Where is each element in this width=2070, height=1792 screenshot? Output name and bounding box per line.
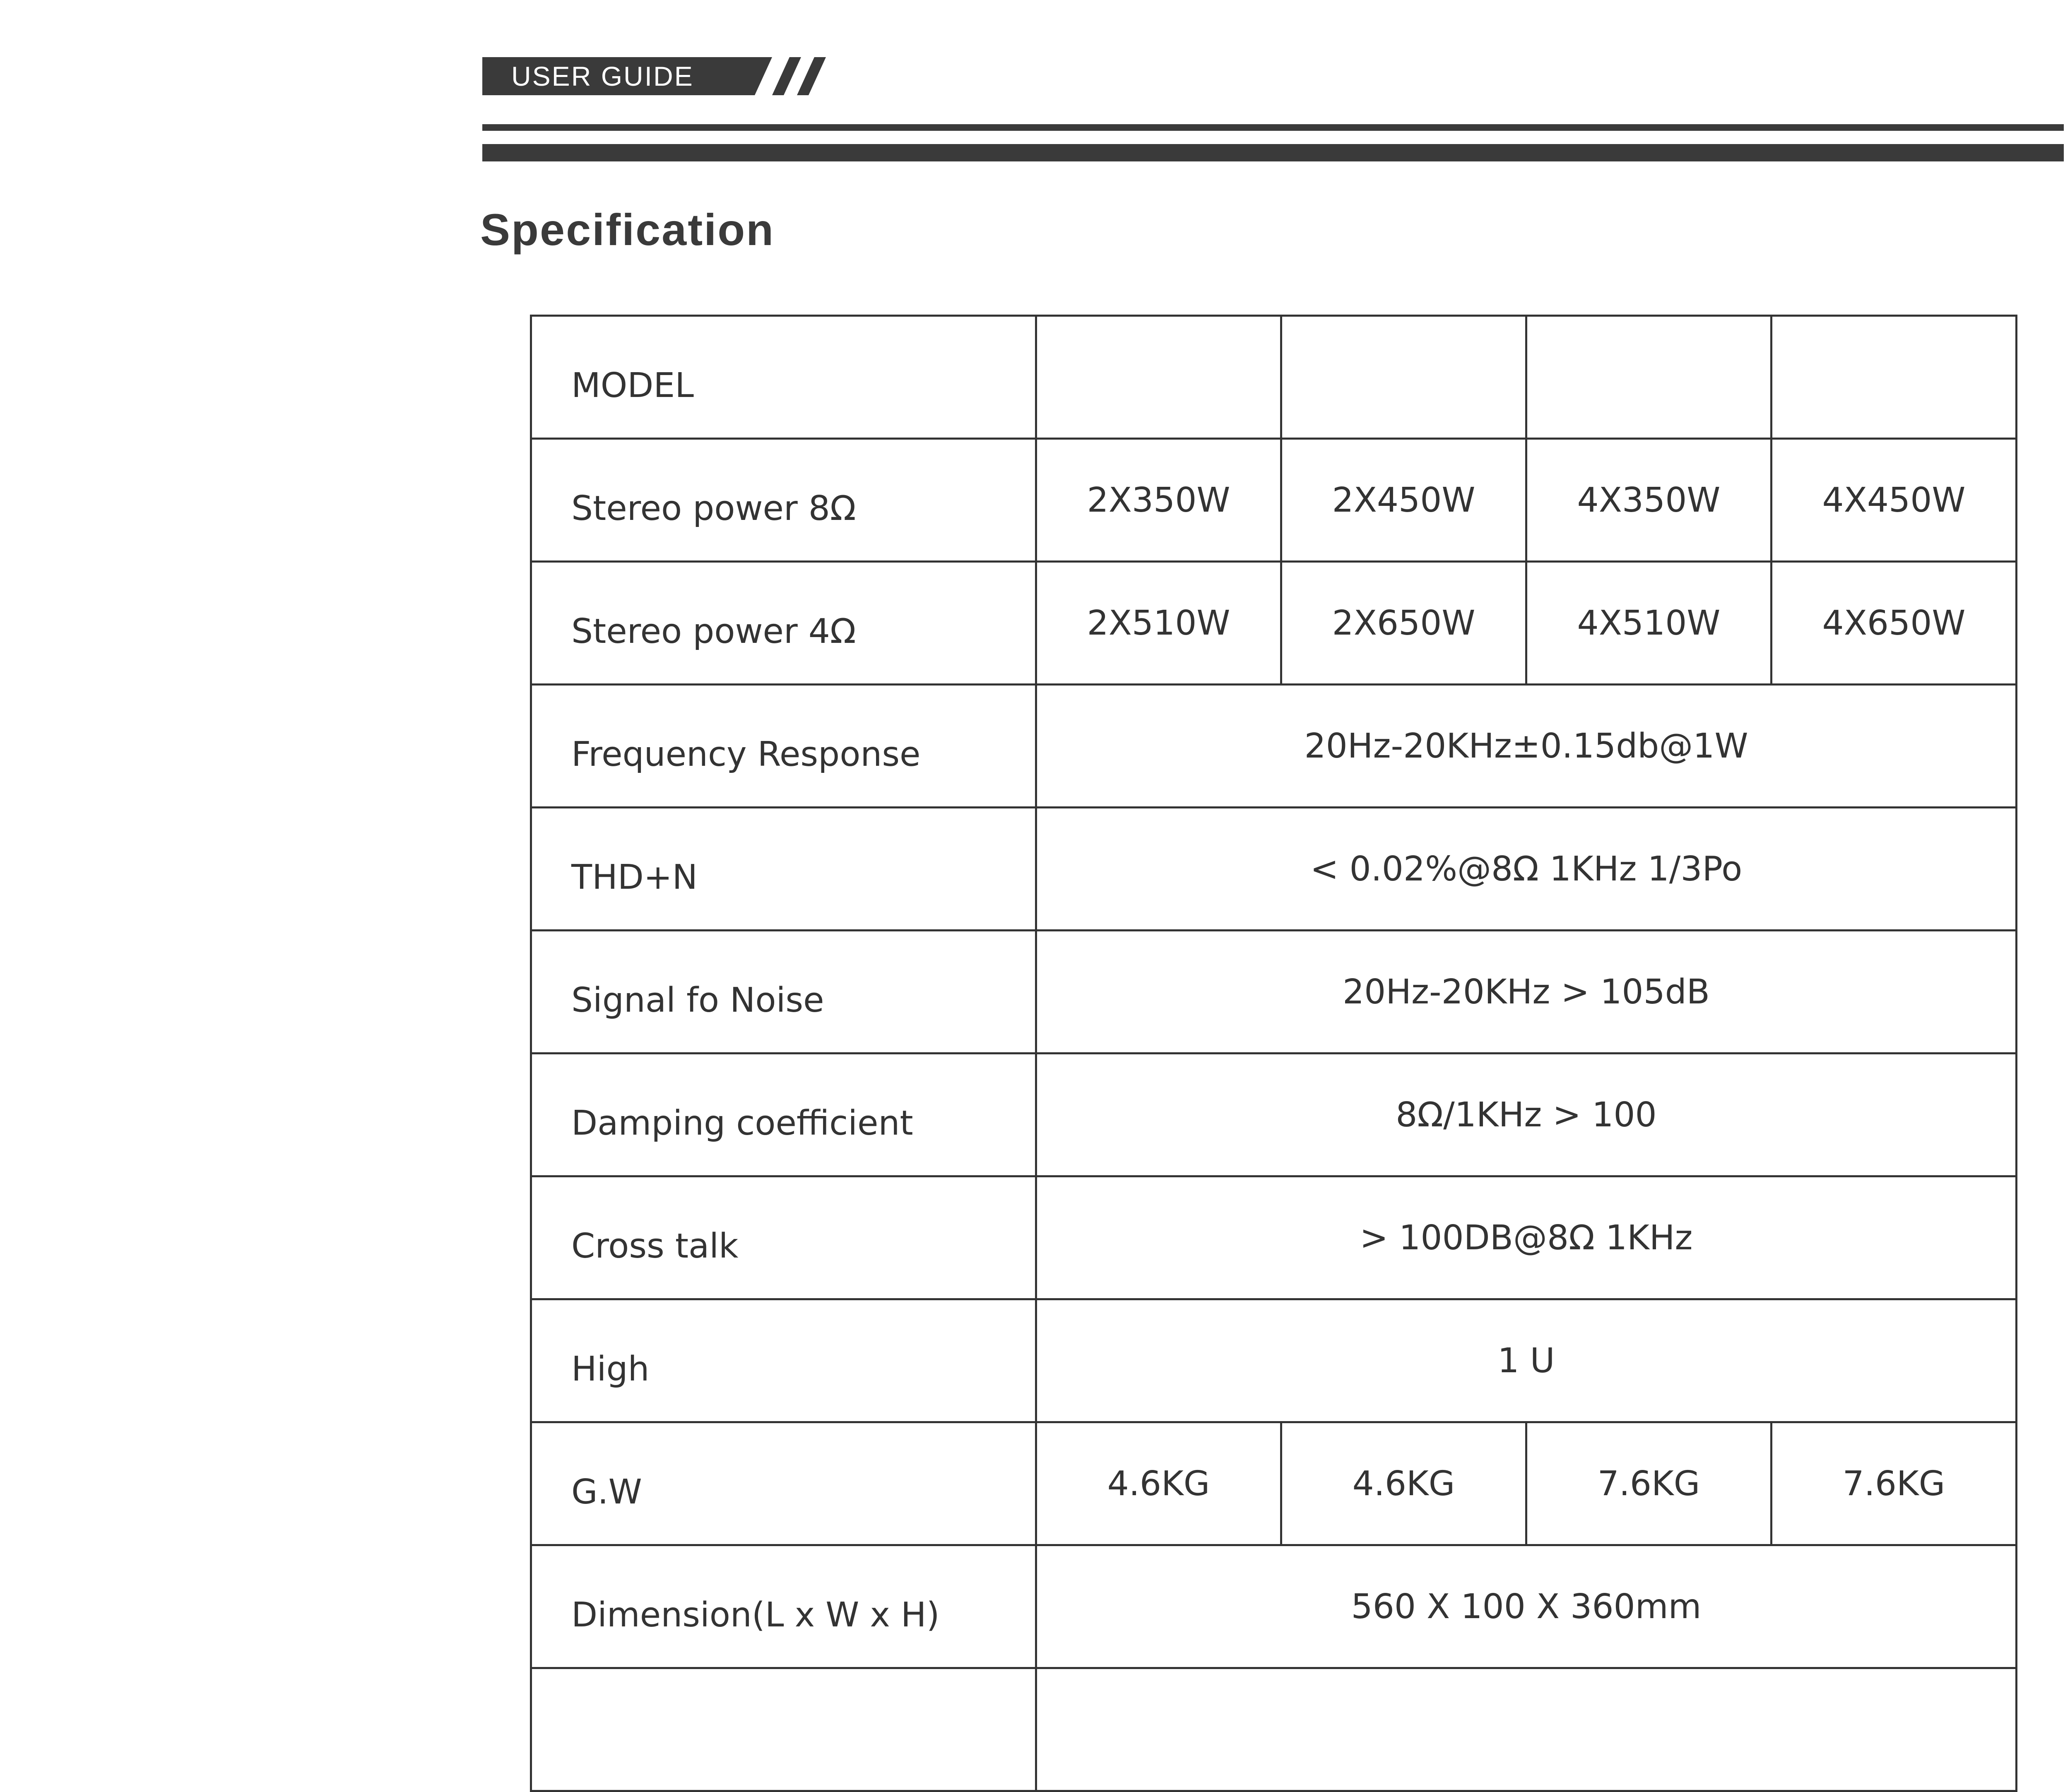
value-cell: 4X510W	[1526, 562, 1772, 685]
row-label: Stereo power 8Ω	[531, 439, 1036, 562]
row-label: Dimension(L x W x H)	[531, 1545, 1036, 1668]
table-row-high	[531, 1299, 2017, 1422]
value-cell: 20Hz-20KHz > 105dB	[1036, 931, 2017, 1054]
value-cell: 20Hz-20KHz±0.15db@1W	[1036, 685, 2017, 808]
value-cell: 1 U	[1036, 1299, 2017, 1422]
value-cell: 2X450W	[1281, 439, 1526, 562]
table-row-signal-to-noise	[531, 931, 2017, 1054]
value-cell: 2X510W	[1036, 562, 1281, 685]
value-cell: 4.6KG	[1281, 1422, 1526, 1545]
value-cell: 4.6KG	[1036, 1422, 1281, 1545]
value-cell	[1036, 1668, 2017, 1791]
header-rule-thick	[482, 144, 2064, 161]
row-label: High	[531, 1299, 1036, 1422]
value-cell: 8Ω/1KHz > 100	[1036, 1054, 2017, 1176]
row-label: Frequency Response	[531, 685, 1036, 808]
value-cell: 560 X 100 X 360mm	[1036, 1545, 2017, 1668]
row-label: Damping coefficient	[531, 1054, 1036, 1176]
table-row-cross-talk	[531, 1176, 2017, 1299]
value-cell: 4X650W	[1772, 562, 2017, 685]
model-cell	[1526, 316, 1772, 439]
specification-table	[530, 315, 2017, 1792]
row-label: Cross talk	[531, 1176, 1036, 1299]
value-cell: 4X350W	[1526, 439, 1772, 562]
row-label	[531, 1668, 1036, 1791]
value-cell: < 0.02%@8Ω 1KHz 1/3Po	[1036, 808, 2017, 931]
table-row-thd-n	[531, 808, 2017, 931]
page-title: Specification	[480, 204, 775, 255]
header-slash-decoration	[772, 57, 801, 95]
model-cell	[1772, 316, 2017, 439]
model-cell	[1036, 316, 1281, 439]
row-label: THD+N	[531, 808, 1036, 931]
header-rule-thin	[482, 124, 2064, 131]
table-row-stereo-power-8	[531, 439, 2017, 562]
table-row-dimension	[531, 1545, 2017, 1668]
table-row-damping	[531, 1054, 2017, 1176]
value-cell: 2X350W	[1036, 439, 1281, 562]
row-label: Stereo power 4Ω	[531, 562, 1036, 685]
header-slash-decoration	[797, 57, 826, 95]
table-row-stereo-power-4	[531, 562, 2017, 685]
user-guide-header	[482, 57, 822, 95]
table-row-empty	[531, 1668, 2017, 1791]
value-cell: 4X450W	[1772, 439, 2017, 562]
model-cell	[1281, 316, 1526, 439]
row-label: Signal fo Noise	[531, 931, 1036, 1054]
value-cell: > 100DB@8Ω 1KHz	[1036, 1176, 2017, 1299]
value-cell: 7.6KG	[1526, 1422, 1772, 1545]
header-label: USER GUIDE	[511, 61, 694, 91]
table-row-frequency-response	[531, 685, 2017, 808]
table-row-model	[531, 316, 2017, 439]
value-cell: 7.6KG	[1772, 1422, 2017, 1545]
row-label: G.W	[531, 1422, 1036, 1545]
value-cell: 2X650W	[1281, 562, 1526, 685]
row-label: MODEL	[531, 316, 1036, 439]
table-row-gw	[531, 1422, 2017, 1545]
